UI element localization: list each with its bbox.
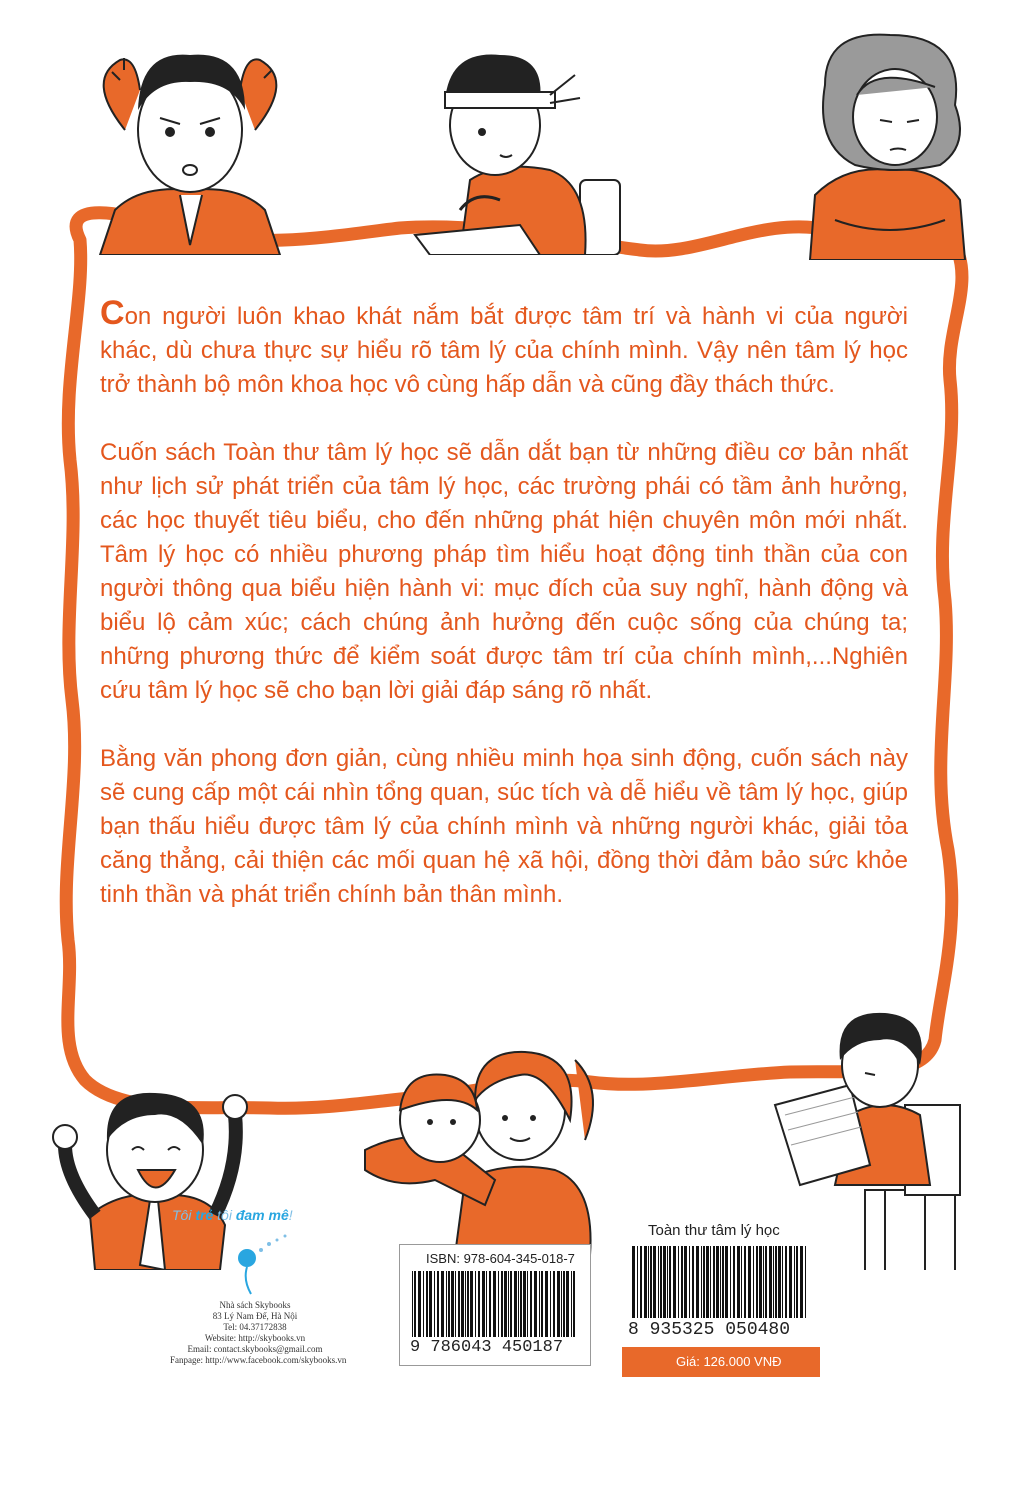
gray-haired-woman-illustration <box>795 25 980 260</box>
barcode-bar <box>571 1271 572 1337</box>
paragraph-1-text: on người luôn khao khát nắm bắt được tâm trí và hành vi của người khác, dù chưa thực sự hiểu rõ tâm lý của chính mình. Vậy nên tâm lý học trở thành bộ môn khoa học vô cùng hấp dẫn và cũng đầy thách thức. <box>100 303 908 398</box>
barcode-bar <box>523 1271 526 1337</box>
barcode-bar <box>573 1271 575 1337</box>
barcode-bar <box>563 1271 565 1337</box>
barcode-bar <box>653 1246 656 1318</box>
barcode-bar <box>716 1246 719 1318</box>
barcode-bar <box>482 1271 485 1337</box>
barcode-bar <box>692 1246 694 1318</box>
ean-barcode <box>622 1216 820 1346</box>
barcode-bar <box>794 1246 795 1318</box>
slogan-part: tôi <box>213 1207 236 1223</box>
barcode-bar <box>557 1271 560 1337</box>
barcode-bar <box>722 1246 724 1318</box>
barcode-bar <box>710 1246 711 1318</box>
barcode-bar <box>508 1271 509 1337</box>
book-title-label: Toàn thư tâm lý học <box>648 1222 780 1239</box>
mother-and-child-illustration <box>345 1030 615 1255</box>
barcode-bar <box>733 1246 735 1318</box>
student-writing-illustration <box>390 10 630 255</box>
barcode-bar <box>706 1246 709 1318</box>
barcode-bar <box>455 1271 456 1337</box>
barcode-bar <box>414 1271 416 1337</box>
barcode-bar <box>498 1271 499 1337</box>
barcode-bar <box>775 1246 777 1318</box>
barcode-bar <box>673 1246 676 1318</box>
barcode-bar <box>663 1246 666 1318</box>
barcode-bar <box>744 1246 746 1318</box>
barcode-bar <box>640 1246 642 1318</box>
barcode-bar <box>418 1271 421 1337</box>
barcode-bar <box>465 1271 466 1337</box>
paragraph-3: Bằng văn phong đơn giản, cùng nhiều minh họa sinh động, cuốn sách này sẽ cung cấp một cái nhìn tổng quan, súc tích và dễ hiểu về tâm lý học, giúp bạn thấu hiểu được tâm lý của chính mình và những người khác, giải tỏa căng thẳng, cải thiện các mối quan hệ xã hội, đồng thời đảm bảo sức khỏe tinh thần và phát triển chính bản thân mình. <box>100 745 908 908</box>
barcode-bar <box>637 1246 638 1318</box>
barcode-bar <box>720 1246 721 1318</box>
barcode-bar <box>696 1246 699 1318</box>
barcode-bar <box>504 1271 507 1337</box>
barcode-bar <box>426 1271 428 1337</box>
barcode-bar <box>648 1246 649 1318</box>
barcode-bar <box>458 1271 460 1337</box>
publisher-tel: Tel: 04.37172838 <box>223 1322 287 1332</box>
barcode-bar <box>489 1271 491 1337</box>
barcode-bar <box>478 1271 480 1337</box>
barcode-bar <box>737 1246 740 1318</box>
price-label: Giá: 126.000 VNĐ <box>622 1347 820 1377</box>
barcode-bar <box>467 1271 469 1337</box>
barcode-bar <box>448 1271 450 1337</box>
paragraph-2: Cuốn sách Toàn thư tâm lý học sẽ dẫn dắt bạn từ những điều cơ bản nhất như lịch sử phát triển của tâm lý học, các trường phái có tầm ảnh hưởng, các học thuyết tiêu biểu, cho đến những phát hiện chuyên môn mới nhất. Tâm lý học có nhiều phương pháp tìm hiểu hoạt động tinh thần của con người thông qua biểu hiện hành vi: mục đích của suy nghĩ, hành động và biểu lộ cảm xúc; cách chúng ảnh hưởng đến cuộc sống của chúng ta; những phương thức để kiểm soát được tâm trí của chính mình,...Nghiên cứu tâm lý học sẽ cho bạn lời giải đáp sáng rõ nhất. <box>100 439 908 704</box>
publisher-fanpage: Fanpage: http://www.facebook.com/skybooks.vn <box>170 1355 347 1365</box>
barcode-bar <box>434 1271 435 1337</box>
barcode-bar <box>805 1246 806 1318</box>
isbn-bars <box>412 1271 578 1337</box>
slogan-part: ! <box>288 1207 293 1223</box>
barcode-bar <box>701 1246 702 1318</box>
barcode-bar <box>566 1271 569 1337</box>
barcode-bar <box>765 1246 767 1318</box>
barcode-bar <box>632 1246 635 1318</box>
barcode-bar <box>518 1271 519 1337</box>
barcode-bar <box>658 1246 659 1318</box>
ean-bars <box>632 1246 808 1318</box>
barcode-bar <box>689 1246 690 1318</box>
barcode-bar <box>678 1246 679 1318</box>
barcode-bar <box>713 1246 715 1318</box>
barcode-bar <box>553 1271 555 1337</box>
barcode-bar <box>703 1246 705 1318</box>
barcode-bar <box>475 1271 476 1337</box>
barcode-bar <box>782 1246 783 1318</box>
barcode-bar <box>510 1271 512 1337</box>
barcode-bar <box>748 1246 751 1318</box>
barcode-bar <box>789 1246 792 1318</box>
barcode-bar <box>520 1271 522 1337</box>
publisher-address: 83 Lý Nam Đế, Hà Nội <box>212 1311 298 1321</box>
barcode-bar <box>550 1271 551 1337</box>
barcode-bar <box>644 1246 647 1318</box>
barcode-bar <box>561 1271 562 1337</box>
barcode-bar <box>423 1271 424 1337</box>
barcode-bar <box>412 1271 413 1337</box>
publisher-info <box>170 1300 347 1366</box>
barcode-bar <box>769 1246 772 1318</box>
barcode-bar <box>773 1246 774 1318</box>
barcode-bar <box>660 1246 662 1318</box>
description-text <box>100 296 908 946</box>
balloon-logo-icon <box>225 1228 295 1298</box>
barcode-bar <box>527 1271 528 1337</box>
barcode-bar <box>461 1271 464 1337</box>
barcode-bar <box>800 1246 803 1318</box>
publisher-email: Email: contact.skybooks@gmail.com <box>187 1344 323 1354</box>
isbn-label: ISBN: 978-604-345-018-7 <box>426 1251 575 1266</box>
barcode-bar <box>667 1246 668 1318</box>
barcode-bar <box>684 1246 687 1318</box>
barcode-bar <box>756 1246 758 1318</box>
barcode-bar <box>725 1246 728 1318</box>
barcode-bar <box>493 1271 496 1337</box>
barcode-bar <box>541 1271 543 1337</box>
barcode-bar <box>785 1246 787 1318</box>
ean-digits: 8 935325 050480 <box>628 1320 791 1340</box>
barcode-bar <box>778 1246 781 1318</box>
barcode-bar <box>763 1246 764 1318</box>
barcode-bar <box>514 1271 517 1337</box>
publisher-slogan <box>172 1207 293 1223</box>
barcode-bar <box>534 1271 537 1337</box>
isbn-barcode <box>399 1244 591 1366</box>
barcode-bar <box>796 1246 798 1318</box>
barcode-bar <box>545 1271 548 1337</box>
barcode-bar <box>486 1271 487 1337</box>
barcode-bar <box>441 1271 444 1337</box>
barcode-bar <box>681 1246 683 1318</box>
stressed-man-illustration <box>80 20 300 255</box>
isbn-digits: 9 786043 450187 <box>410 1338 564 1357</box>
barcode-bar <box>753 1246 754 1318</box>
barcode-bar <box>669 1246 671 1318</box>
publisher-name: Nhà sách Skybooks <box>219 1300 291 1310</box>
barcode-bar <box>530 1271 532 1337</box>
barcode-bar <box>446 1271 447 1337</box>
barcode-bar <box>741 1246 742 1318</box>
barcode-bar <box>451 1271 454 1337</box>
barcode-bar <box>650 1246 652 1318</box>
barcode-bar <box>429 1271 432 1337</box>
barcode-bar <box>437 1271 439 1337</box>
barcode-bar <box>501 1271 503 1337</box>
barcode-bar <box>470 1271 473 1337</box>
slogan-highlight: đam mê <box>235 1207 289 1223</box>
paragraph-1 <box>100 296 908 402</box>
barcode-bar <box>759 1246 762 1318</box>
publisher-website: Website: http://skybooks.vn <box>204 1333 306 1343</box>
drop-cap: C <box>100 294 125 332</box>
barcode-bar <box>730 1246 731 1318</box>
slogan-highlight: trẻ <box>195 1207 214 1223</box>
barcode-bar <box>539 1271 540 1337</box>
slogan-part: Tôi <box>172 1207 196 1223</box>
